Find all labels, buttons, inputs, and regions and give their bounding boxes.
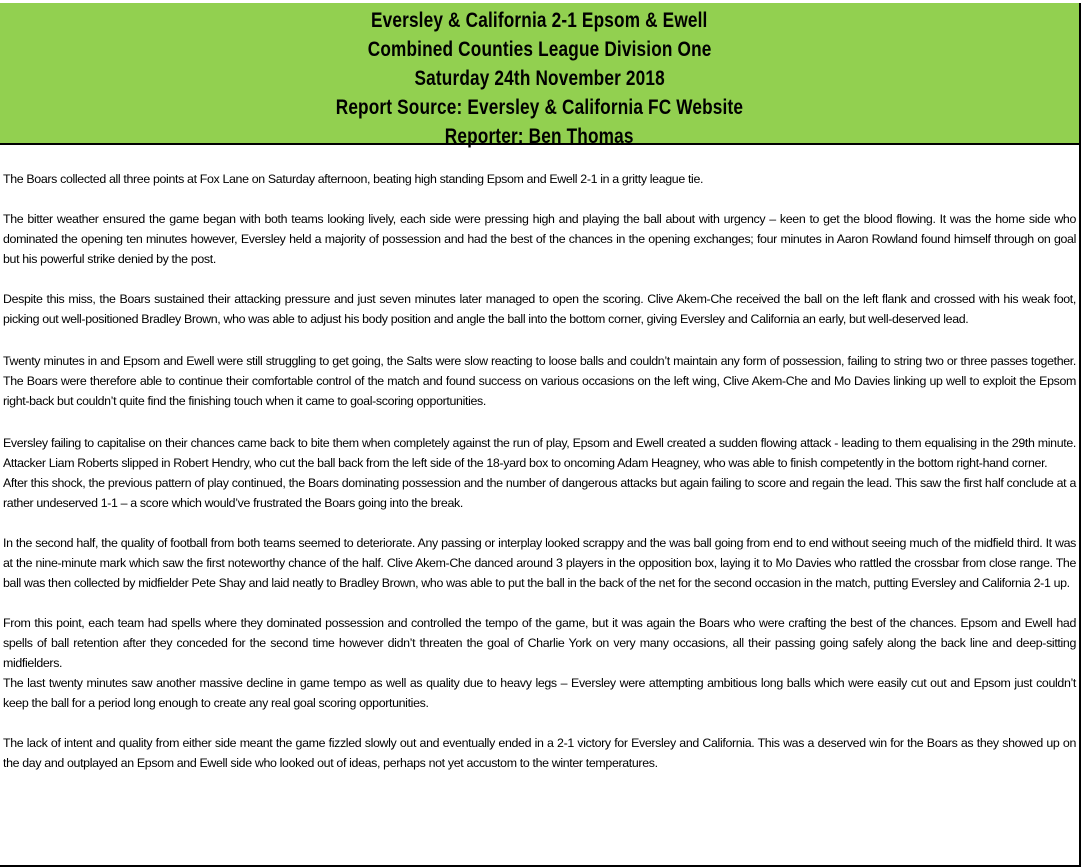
match-title: Eversley & California 2-1 Epsom & Ewell xyxy=(371,9,708,32)
competition: Combined Counties League Division One xyxy=(367,38,712,61)
paragraph: Despite this miss, the Boars sustained their attacking pressure and just seven minutes later managed to open the scoring. Clive Akem-Che received the ball on the left flank and crossed with his weak foot, picking out well-positioned Bradley Brown, who was able to adjust his body position and angle the ball into the bottom corner, giving Eversley and California an early, but well-deserved lead. xyxy=(3,292,1076,326)
reporter: Reporter: Ben Thomas xyxy=(445,125,634,148)
report-frame xyxy=(0,3,1081,867)
paragraph: From this point, each team had spells where they dominated possession and controlled the tempo of the game, but it was again the Boars who were crafting the best of the chances. Epsom and Ewell had spells of ball retention after they conceded for the second time however didn’t threaten the goal of Charlie York on very many occasions, all their passing going safely along the back line and deep-sitting midfielders. xyxy=(3,616,1076,670)
paragraph: Twenty minutes in and Epsom and Ewell were still struggling to get going, the Salts were slow reacting to loose balls and couldn’t maintain any form of possession, failing to string two or three passes together. The Boars were therefore able to continue their comfortable control of the match and found success on various occasions on the left wing, Clive Akem-Che and Mo Davies linking up well to exploit the Epsom right-back but couldn’t quite find the finishing touch when it came to goal-scoring opportunities. xyxy=(3,354,1076,408)
report-body xyxy=(0,145,1079,773)
paragraph: Eversley failing to capitalise on their chances came back to bite them when completely against the run of play, Epsom and Ewell created a sudden flowing attack - leading to them equalising in the 29th minute. Attacker Liam Roberts slipped in Robert Hendry, who cut the ball back from the left side of the 18-yard box to oncoming Adam Heagney, who was able to finish competently in the bottom right-hand corner. xyxy=(3,436,1076,470)
paragraph: The last twenty minutes saw another massive decline in game tempo as well as quality due to heavy legs – Eversley were attempting ambitious long balls which were easily cut out and Epsom just couldn’t keep the ball for a period long enough to create any real goal scoring opportunities. xyxy=(3,676,1076,710)
paragraph: The lack of intent and quality from either side meant the game fizzled slowly out and eventually ended in a 2-1 victory for Eversley and California. This was a deserved win for the Boars as they showed up on the day and outplayed an Epsom and Ewell side who looked out of ideas, perhaps not yet accustom to the winter temperatures. xyxy=(3,736,1076,770)
report-source: Report Source: Eversley & California FC Website xyxy=(335,96,744,119)
paragraph: After this shock, the previous pattern of play continued, the Boars dominating possession and the number of dangerous attacks but again failing to score and regain the lead. This saw the first half conclude at a rather undeserved 1-1 – a score which would’ve frustrated the Boars going into the break. xyxy=(3,476,1076,510)
paragraph: The bitter weather ensured the game began with both teams looking lively, each side were pressing high and playing the ball about with urgency – keen to get the blood flowing. It was the home side who dominated the opening ten minutes however, Eversley held a majority of possession and had the best of the chances in the opening exchanges; four minutes in Aaron Rowland found himself through on goal but his powerful strike denied by the post. xyxy=(3,212,1076,266)
report-header xyxy=(0,3,1079,148)
paragraph: In the second half, the quality of football from both teams seemed to deteriorate. Any passing or interplay looked scrappy and the was ball going from end to end without seeing much of the midfield third. It was at the nine-minute mark which saw the first noteworthy chance of the half. Clive Akem-Che danced around 3 players in the opposition box, laying it to Mo Davies who rattled the crossbar from close range. The ball was then collected by midfielder Pete Shay and laid neatly to Bradley Brown, who was able to put the ball in the back of the net for the second occasion in the match, putting Eversley and California 2-1 up. xyxy=(3,536,1076,590)
match-date: Saturday 24th November 2018 xyxy=(414,67,665,90)
paragraph: The Boars collected all three points at Fox Lane on Saturday afternoon, beating high standing Epsom and Ewell 2-1 in a gritty league tie. xyxy=(3,172,704,186)
